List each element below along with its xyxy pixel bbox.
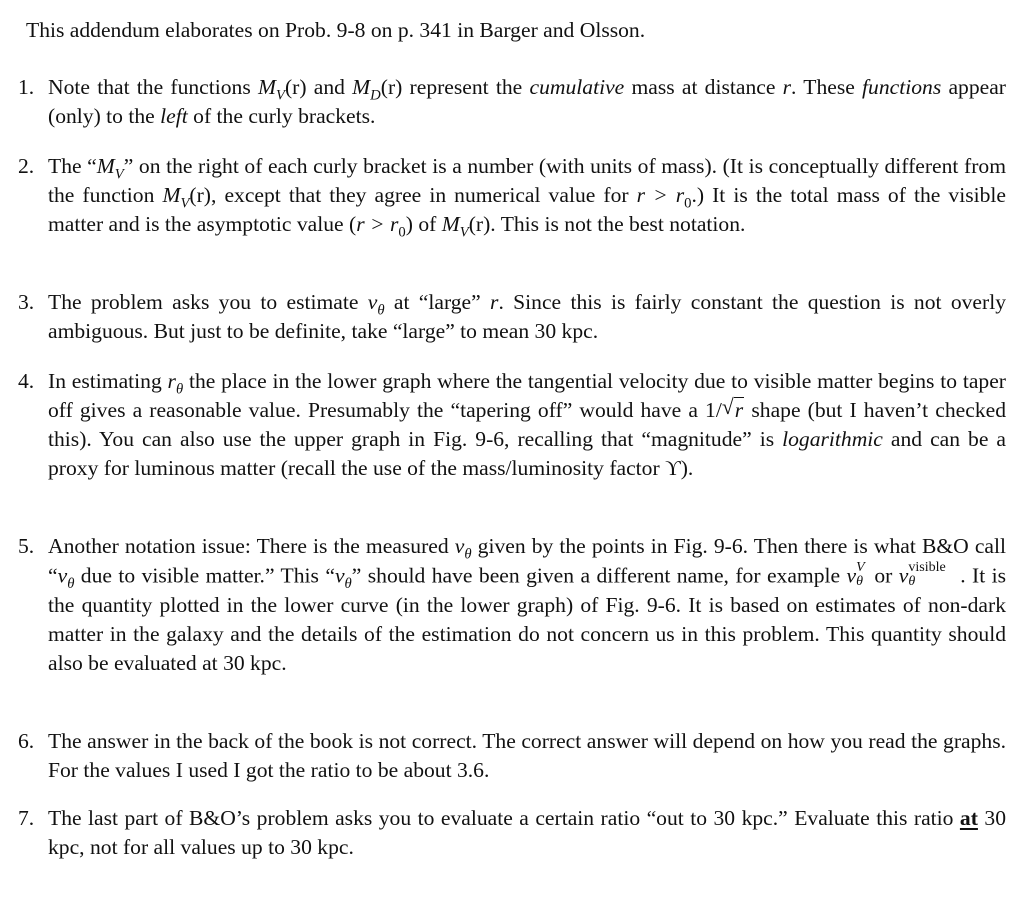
item-number: 7. <box>18 806 35 830</box>
item-number: 2. <box>18 154 35 178</box>
list-item <box>18 532 1006 678</box>
list-item <box>18 727 1006 785</box>
item-number: 3. <box>18 290 35 314</box>
item-text: Note that the functions $M_V(r)$ and $M_D(r)$ represent the cumulative mass at distance r. These functions appear (only) to the left of the curly brackets. <box>48 75 1006 128</box>
item-text: The answer in the back of the book is not correct. The correct answer will depend on how you read the graphs. For the values I used I got the ratio to be about 3.6. <box>48 729 1006 782</box>
item-number: 5. <box>18 534 35 558</box>
list-item <box>18 367 1006 483</box>
item-text: The “$M_V$” on the right of each curly bracket is a number (with units of mass). (It is conceptually different from the function $M_V(r)$, except that they agree in numerical value for $r > r_0$.) It is the total mass of the visible matter and is the asymptotic value $(r > r_0)$ of $M_V(r)$. This is not the best notation. <box>48 154 1006 241</box>
intro-paragraph: This addendum elaborates on Prob. 9-8 on p. 341 in Barger and Olsson. <box>26 18 646 42</box>
list-item <box>18 152 1006 239</box>
item-text: Another notation issue: There is the measured $v_\theta$ given by the points in Fig. 9-6. Then there is what B&O call “$v_\theta$ due to visible matter.” This “$v_\theta$” should have been given a different name, for example v V θ or v visible θ . It is the quantity plotted in the lower curve (in the lower graph) of Fig. 9-6. It is based on estimates of non-dark matter in the galaxy and the details of the estimation do not concern us in this problem. This quantity should also be evaluated at 30 kpc. <box>48 534 1007 675</box>
list-item <box>18 288 1006 346</box>
item-number: 1. <box>18 75 35 99</box>
list-item <box>18 73 1006 131</box>
item-number: 6. <box>18 729 35 753</box>
sqrt-symbol: √ r <box>721 395 744 422</box>
item-number: 4. <box>18 369 35 393</box>
item-text: In estimating $r_\theta$ the place in the lower graph where the tangential velocity due to visible matter begins to taper off gives a reasonable value. Presumably the “tapering off” would have a 1/ √ r shape (but I haven’t checked this). You can also use the upper graph in Fig. 9-6, recalling that “magnitude” is logarithmic and can be a proxy for luminous matter (recall the use of the mass/luminosity factor ϒ). <box>48 369 1007 480</box>
item-text: The last part of B&O’s problem asks you to evaluate a certain ratio “out to 30 kpc.” Evaluate this ratio at 30 kpc, not for all values up to 30 kpc. <box>48 806 1006 859</box>
item-text: The problem asks you to estimate $v_\theta$ at “large” r. Since this is fairly constant the question is not overly ambiguous. But just to be definite, take “large” to mean 30 kpc. <box>48 290 1006 343</box>
list-item <box>18 804 1006 862</box>
